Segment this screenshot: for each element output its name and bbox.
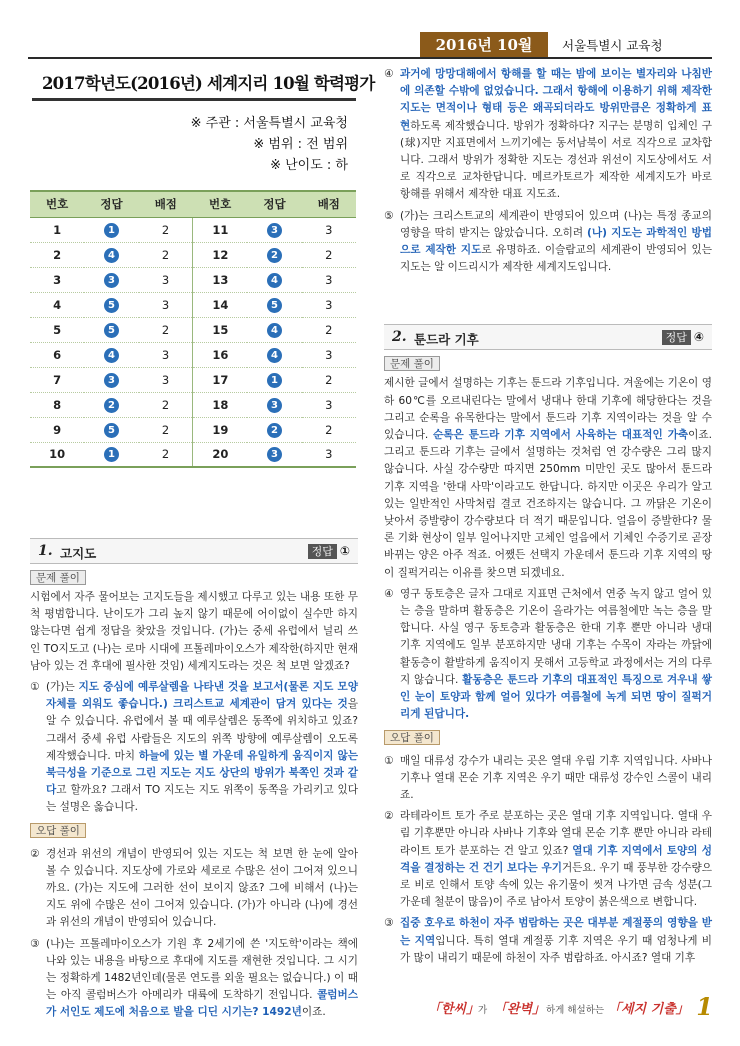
score-cell: 3 <box>139 342 193 367</box>
question-number: 9 <box>30 417 84 442</box>
page-number: 1 <box>696 992 713 1021</box>
solution-tag: 문제 풀이 <box>384 356 440 371</box>
highlight-text: 열대 기후 지역에서 토양의 성격을 결정하는 건 건기 보다는 우기 <box>400 844 712 874</box>
answer-cell <box>247 392 301 417</box>
answer-cell <box>247 342 301 367</box>
answer-cell <box>247 317 301 342</box>
choice-3-explanation <box>30 936 358 1022</box>
answer-cell <box>84 342 138 367</box>
answer-circle: 5 <box>104 423 119 438</box>
highlight-text: 지도 중심에 예루살렘을 나타낸 것을 보고서(물론 지도 모양 자체를 외워도 좋습니다.) 크리스트교 세계관이 담겨 있다는 것 <box>46 681 358 711</box>
text-span: (나)는 프톨레마이오스가 기원 후 2세기에 쓴 '지도학'이라는 책에 나와 있는 내용을 바탕으로 후대에 지도를 재현한 것입니다. 그 시기는 정확하게 1482년인데(물론 연도를 외울 필요는 없습니다.) 이 때는 아직 콜럼버스가 아메리카 대륙에 도착하기 전입니다. <box>46 937 358 1002</box>
section-answer <box>662 329 704 345</box>
answer-table-header <box>30 191 356 217</box>
meta-host: ※ 주관 : 서울특별시 교육청 <box>190 116 348 131</box>
table-row <box>30 217 356 242</box>
score-cell: 2 <box>139 217 193 242</box>
answer-cell <box>247 442 301 467</box>
footer-word-3: 「세지 기출」 <box>608 1002 689 1017</box>
col-header: 배점 <box>302 191 356 217</box>
answer-circle: 4 <box>267 348 282 363</box>
section-2-header <box>384 324 712 350</box>
text-span: 이죠. <box>301 1006 326 1019</box>
score-cell: 2 <box>139 442 193 467</box>
answer-circle: 3 <box>104 273 119 288</box>
choice-1-explanation <box>384 753 712 805</box>
question-number: 20 <box>193 442 247 467</box>
footer-particle-1: 가 <box>478 1005 488 1016</box>
col-header: 정답 <box>247 191 301 217</box>
text-span: 경선과 위선의 개념이 반영되어 있는 지도는 척 보면 한 눈에 알아 볼 수 있습니다. 지도상에 가로와 세로로 수많은 선이 그어져 있으니까요. (가)는 지도에 그러한 선이 보이지 않죠? 그에 비해서 (나)는 지도 위에 수많은 선이 그어져 있습니다. (가)가 아니라 (나)에 경선과 위선의 개념이 반영되어 있습니다. <box>46 847 358 929</box>
answer-circle: 2 <box>104 398 119 413</box>
table-row <box>30 442 356 467</box>
question-number: 10 <box>30 442 84 467</box>
table-row <box>30 342 356 367</box>
answer-circle: 4 <box>104 248 119 263</box>
answer-box-label: 정답 <box>308 544 337 559</box>
choice-marker: ⑤ <box>384 209 394 222</box>
wrong-answer-tag: 오답 풀이 <box>384 730 440 745</box>
text-span: 로 유명하죠. 이슬람교의 세계관이 반영되어 있는 지도는 알 이드리시가 제작한 세계지도입니다. <box>400 244 712 274</box>
table-row <box>30 267 356 292</box>
choice-marker: ③ <box>384 917 394 930</box>
section-title: 고지도 <box>60 546 97 561</box>
footer-word-1: 「한씨」 <box>428 1002 480 1017</box>
answer-value: ④ <box>693 330 704 345</box>
question-number: 7 <box>30 367 84 392</box>
choice-marker: ② <box>384 810 394 823</box>
text-span: 이죠. 그리고 툰드라 기후는 글에서 설명하는 것처럼 연 강수량은 그리 많지 않습니다. 사실 강수량만 따지면 250mm 미만인 곳도 많아서 툰드라 기후 지역을 '한대 사막'이라고도 한답니다. 하지만 이곳은 우리가 알고 있는 일반적인 사막처럼 결코 건조하지는 않습니다. 그 까닭은 기온이 낮아서 증발량이 강수량보다 더 적기 때문입니다. 얼음이 증발한다? 물론 기화 현상이 일부 일어나지만 고체인 얼음에서 기체인 수증기로 곧장 바뀌는 양은 아주 적죠. 어쨌든 선택지 가운데서 툰드라 기후 지역의 땅이 질퍽거리는 이유를 찾으면 되겠네요. <box>384 429 713 579</box>
footer-word-2: 「완벽」 <box>494 1002 546 1017</box>
title-rule <box>32 98 356 101</box>
section-1-header <box>30 538 358 564</box>
col-header: 정답 <box>84 191 138 217</box>
answer-cell <box>247 242 301 267</box>
score-cell: 2 <box>139 417 193 442</box>
answer-cell <box>84 442 138 467</box>
choice-5-explanation <box>384 208 712 277</box>
text-span: 을 알 수 있습니다. 유럽에서 볼 때 예루살렘은 동쪽에 위치하고 있죠? 그래서 중세 유럽 사람들은 지도의 위쪽 방향에 예루살렘이 오도록 제작했습니다. 마치 <box>46 698 358 762</box>
score-cell: 3 <box>302 267 356 292</box>
score-cell: 2 <box>139 242 193 267</box>
choice-marker: ③ <box>30 937 40 950</box>
answer-cell <box>84 217 138 242</box>
col-header: 번호 <box>30 191 84 217</box>
section-answer <box>308 543 350 559</box>
date-badge: 2016년 10월 <box>420 32 548 58</box>
answer-circle: 5 <box>267 298 282 313</box>
question-number: 6 <box>30 342 84 367</box>
answer-circle: 1 <box>267 373 282 388</box>
answer-circle: 5 <box>104 323 119 338</box>
exam-meta <box>30 113 358 176</box>
answer-circle: 5 <box>104 298 119 313</box>
section-title: 툰드라 기후 <box>414 332 479 348</box>
score-cell: 3 <box>139 367 193 392</box>
question-number: 18 <box>193 392 247 417</box>
answer-cell <box>84 367 138 392</box>
text-span: 고 할까요? 그래서 TO 지도는 지도 위쪽이 동쪽을 가리키고 있다는 설명은 옳습니다. <box>46 784 358 814</box>
answer-circle: 2 <box>267 423 282 438</box>
wrong-answer-tag: 오답 풀이 <box>30 823 86 838</box>
section-1-intro: 시험에서 자주 물어보는 고지도들을 제시했고 다루고 있는 내용 또한 무척 평범합니다. 난이도가 그리 높지 않기 때문에 어이없이 실수만 하지 않는다면 쉽게 정답을 찾았을 것입니다. (가)는 중세 유럽에서 널리 쓰인 TO지도고 (나)는 로마 시대에 프톨레마이오스가 제작한(하지만 현재 남아 있는 건 후대에 필사한 것임) 세계지도라는 것은 척 보면 알겠죠? <box>30 591 358 672</box>
question-number: 2 <box>30 242 84 267</box>
text-span: 영구 동토층은 글자 그대로 지표면 근처에서 연중 녹지 않고 얼어 있는 층을 말하며 활동층은 기온이 올라가는 여름철에만 녹는 층을 말합니다. 사실 영구 동토층과 활동층은 한대 기후 뿐만 아니라 냉대 기후 지역에도 일부 분포하지만 냉대 기후는 수목이 자라는 까닭에 활동층이 활발하게 움직이지 못해서 고등학교 과정에서는 거의 다루지 않습니다. <box>400 587 712 686</box>
answer-circle: 4 <box>267 323 282 338</box>
col-header: 번호 <box>193 191 247 217</box>
section-number: 1. <box>38 543 53 559</box>
left-column <box>30 60 375 1022</box>
answer-circle: 4 <box>267 273 282 288</box>
question-number: 1 <box>30 217 84 242</box>
answer-circle: 1 <box>104 223 119 238</box>
text-span: (가)는 <box>46 681 79 694</box>
score-cell: 2 <box>302 417 356 442</box>
question-number: 17 <box>193 367 247 392</box>
text-span: 라테라이트 토가 주로 분포하는 곳은 열대 기후 지역입니다. 열대 우림 기후뿐만 아니라 사바나 기후와 열대 몬순 기후 뿐만 아니라 라테라이트 토가 분포하는 건 알고 있죠? <box>400 810 712 857</box>
question-number: 13 <box>193 267 247 292</box>
text-span: 매일 대류성 강수가 내리는 곳은 열대 우림 기후 지역입니다. 사바나 기후나 열대 몬순 기후 지역은 우기 때만 대류성 강수인 스콜이 내리죠. <box>400 754 712 801</box>
score-cell: 3 <box>302 292 356 317</box>
table-row <box>30 292 356 317</box>
answer-circle: 4 <box>104 348 119 363</box>
text-span: 제시한 글에서 설명하는 기후는 툰드라 기후입니다. 겨울에는 기온이 영하 60℃를 오르내린다는 말에서 냉대나 한대 기후에 해당한다는 것을 그리고 순록을 유목한다는 말에서 툰드라 기후 지역이라는 것을 알 수 있습니다. <box>384 377 712 442</box>
question-number: 16 <box>193 342 247 367</box>
table-row <box>30 392 356 417</box>
choice-marker: ① <box>384 754 394 767</box>
choice-2-explanation <box>384 808 712 911</box>
score-cell: 3 <box>139 267 193 292</box>
section-number: 2. <box>392 329 407 346</box>
choice-4-explanation <box>384 586 712 724</box>
answer-cell <box>84 392 138 417</box>
score-cell: 3 <box>302 392 356 417</box>
score-cell: 2 <box>139 317 193 342</box>
table-row <box>30 367 356 392</box>
score-cell: 3 <box>302 442 356 467</box>
table-row <box>30 317 356 342</box>
col-header: 배점 <box>139 191 193 217</box>
footer <box>428 994 713 1024</box>
highlight-text: 활동층은 툰드라 기후의 대표적인 특징으로 겨우내 쌓인 눈이 토양과 함께 얼어 있다가 여름철에 녹게 되면 땅이 질퍽거리게 된답니다. <box>400 673 712 721</box>
answer-circle: 3 <box>267 447 282 462</box>
meta-difficulty: ※ 난이도 : 하 <box>270 158 348 173</box>
answer-cell <box>84 292 138 317</box>
answer-circle: 2 <box>267 248 282 263</box>
answer-circle: 1 <box>104 447 119 462</box>
highlight-text: 콜럼버스가 서인도 제도에 처음으로 발을 디딘 시기는? 1492년 <box>46 989 358 1019</box>
answer-cell <box>247 267 301 292</box>
question-number: 4 <box>30 292 84 317</box>
answer-cell <box>84 267 138 292</box>
text-span: 하도록 제작했습니다. 방위가 정확하다? 지구는 분명히 입체인 구(球)지만 지표면에서 느끼기에는 동서남북이 서로 직각으로 교차합니다. 그래서 방위가 정확한 지도는 경선과 위선이 지도상에서도 서로 직각으로 교차한답니다. 메르카토르가 제작한 세계지도가 바로 항해를 위해서 제작한 대표 지도죠. <box>400 119 712 201</box>
score-cell: 3 <box>139 292 193 317</box>
question-number: 11 <box>193 217 247 242</box>
score-cell: 2 <box>302 367 356 392</box>
page-title: 2017학년도(2016년) 세계지리 10월 학력평가 <box>42 74 375 93</box>
choice-1-explanation <box>30 679 358 817</box>
text-span: (가)는 크리스트교의 세계관이 반영되어 있으며 (나)는 특정 종교의 영향을 딱히 받지는 않았습니다. 오히려 <box>400 209 712 239</box>
meta-range: ※ 범위 : 전 범위 <box>253 137 348 152</box>
question-number: 3 <box>30 267 84 292</box>
answer-cell <box>247 292 301 317</box>
answer-box-label: 정답 <box>662 330 691 345</box>
choice-marker: ② <box>30 847 40 860</box>
header-rule <box>28 57 712 59</box>
right-column <box>384 66 712 967</box>
highlight-text: 집중 호우로 하천이 자주 범람하는 곳은 대부분 계절풍의 영향을 받는 지역 <box>400 917 712 947</box>
text-span: 입니다. 특히 열대 계절풍 기후 지역은 우기 때 엄청나게 비가 많이 내리기 때문에 하천이 자주 범람하죠. 아시죠? 열대 기후 <box>400 934 713 964</box>
choice-marker: ④ <box>384 587 394 600</box>
highlight-text: (나) 지도는 과학적인 방법으로 제작한 지도 <box>400 226 712 257</box>
answer-cell <box>247 417 301 442</box>
answer-circle: 3 <box>104 373 119 388</box>
answer-circle: 3 <box>267 398 282 413</box>
text-span: 거든요. 우기 때 풍부한 강수량으로 비로 인해서 토양 속에 있는 유기물이 씻겨 나가면 금속 성분(그 가운데 철분이 많음)이 주로 남아서 토양이 붉은색으로 변합니다. <box>400 861 712 909</box>
choice-3-explanation <box>384 915 712 967</box>
choice-marker: ④ <box>384 68 394 80</box>
score-cell: 2 <box>302 317 356 342</box>
answer-value: ① <box>339 544 350 558</box>
answer-cell <box>84 242 138 267</box>
score-cell: 2 <box>302 242 356 267</box>
answer-cell <box>247 367 301 392</box>
table-row <box>30 242 356 267</box>
question-number: 19 <box>193 417 247 442</box>
choice-4-explanation <box>384 66 712 204</box>
question-number: 5 <box>30 317 84 342</box>
question-number: 8 <box>30 392 84 417</box>
answer-cell <box>84 417 138 442</box>
issuer-label: 서울특별시 교육청 <box>562 38 663 53</box>
answer-circle: 3 <box>267 223 282 238</box>
footer-particle-2: 하게 해설하는 <box>546 1005 605 1016</box>
answer-table <box>30 190 356 468</box>
table-row <box>30 417 356 442</box>
highlight-text: 순록은 툰드라 기후 지역에서 사육하는 대표적인 가축 <box>433 429 689 442</box>
highlight-text: 하늘에 있는 별 가운데 유일하게 움직이지 않는 북극성을 기준으로 그린 지도는 지도 상단의 방위가 북쪽인 것과 같다 <box>46 749 358 797</box>
question-number: 15 <box>193 317 247 342</box>
highlight-text: 과거에 망망대해에서 항해를 할 때는 밤에 보이는 별자리와 나침반에 의존할 수밖에 없었습니다. 그래서 항해에 이용하기 위해 제작한 지도는 면적이나 형태 등은 왜곡되더라도 방위만큼은 정확하게 표현 <box>400 68 712 132</box>
score-cell: 2 <box>139 392 193 417</box>
score-cell: 3 <box>302 217 356 242</box>
answer-cell <box>247 217 301 242</box>
score-cell: 3 <box>302 342 356 367</box>
solution-tag: 문제 풀이 <box>30 570 86 585</box>
choice-marker: ① <box>30 681 40 694</box>
question-number: 14 <box>193 292 247 317</box>
choice-2-explanation <box>30 846 358 932</box>
answer-cell <box>84 317 138 342</box>
section-2-intro <box>384 375 712 581</box>
question-number: 12 <box>193 242 247 267</box>
